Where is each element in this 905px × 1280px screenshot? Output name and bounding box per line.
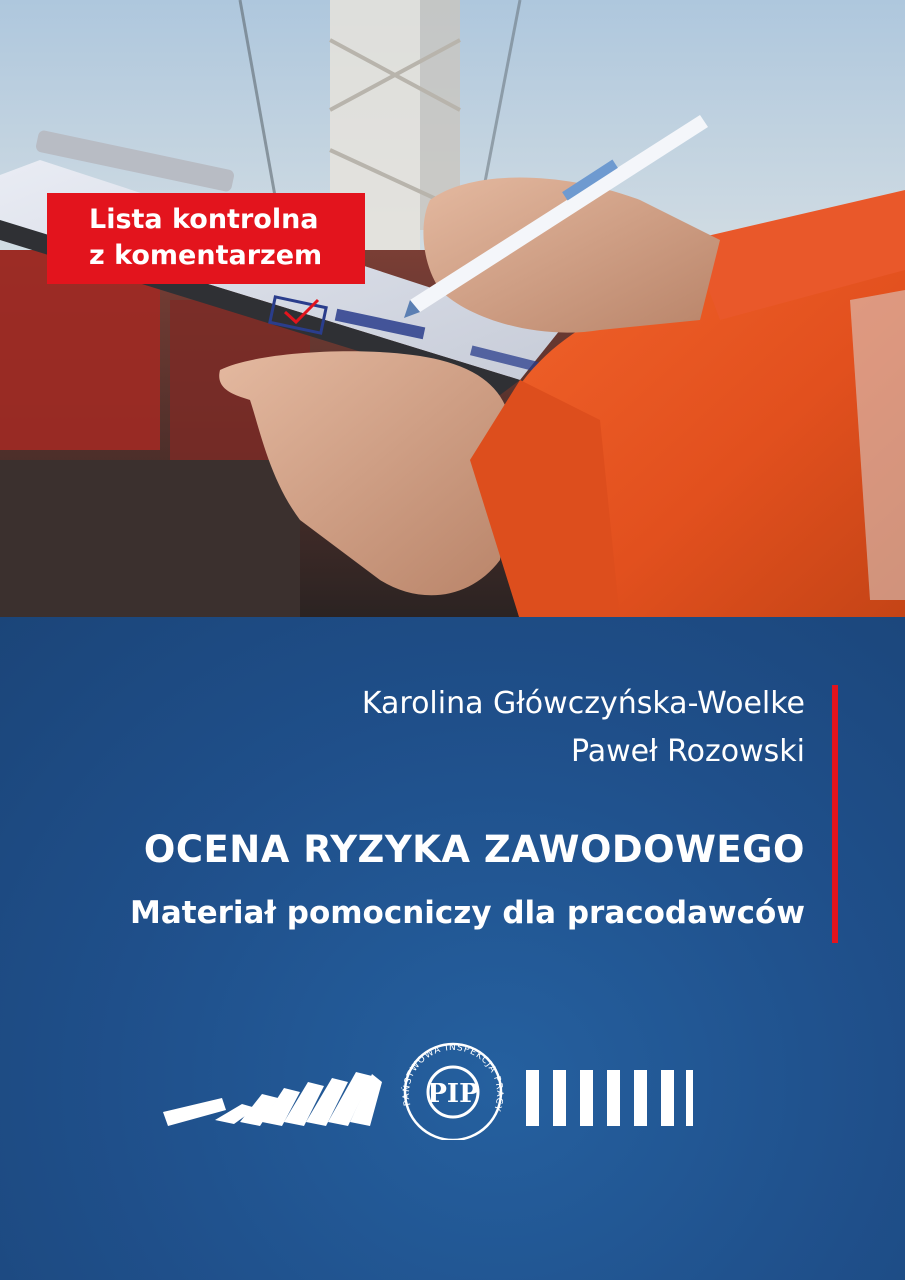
- pip-monogram: PIP: [427, 1079, 479, 1109]
- badge-line-2: z komentarzem: [89, 240, 323, 271]
- author-2: Paweł Rozowski: [570, 734, 805, 769]
- book-subtitle: Materiał pomocniczy dla pracodawców: [130, 895, 805, 931]
- vertical-bars-logo-icon: [526, 1070, 693, 1126]
- authors-block: [362, 680, 805, 776]
- pip-seal-text: PAŃSTWOWA INSPEKCJA PRACY: [401, 1043, 505, 1113]
- clipboard-photo: [0, 0, 905, 617]
- cover-photo: [0, 0, 905, 617]
- pip-seal-icon: [400, 1043, 504, 1140]
- checklist-badge: [47, 193, 365, 284]
- book-title: OCENA RYZYKA ZAWODOWEGO: [143, 828, 805, 871]
- logos-strip: [0, 1040, 905, 1140]
- author-1: Karolina Główczyńska-Woelke: [361, 686, 805, 721]
- publisher-logos: [0, 1040, 905, 1140]
- red-accent-bar: [832, 685, 838, 943]
- domino-logo-icon: [163, 1072, 382, 1126]
- badge-line-1: Lista kontrolna: [89, 204, 319, 235]
